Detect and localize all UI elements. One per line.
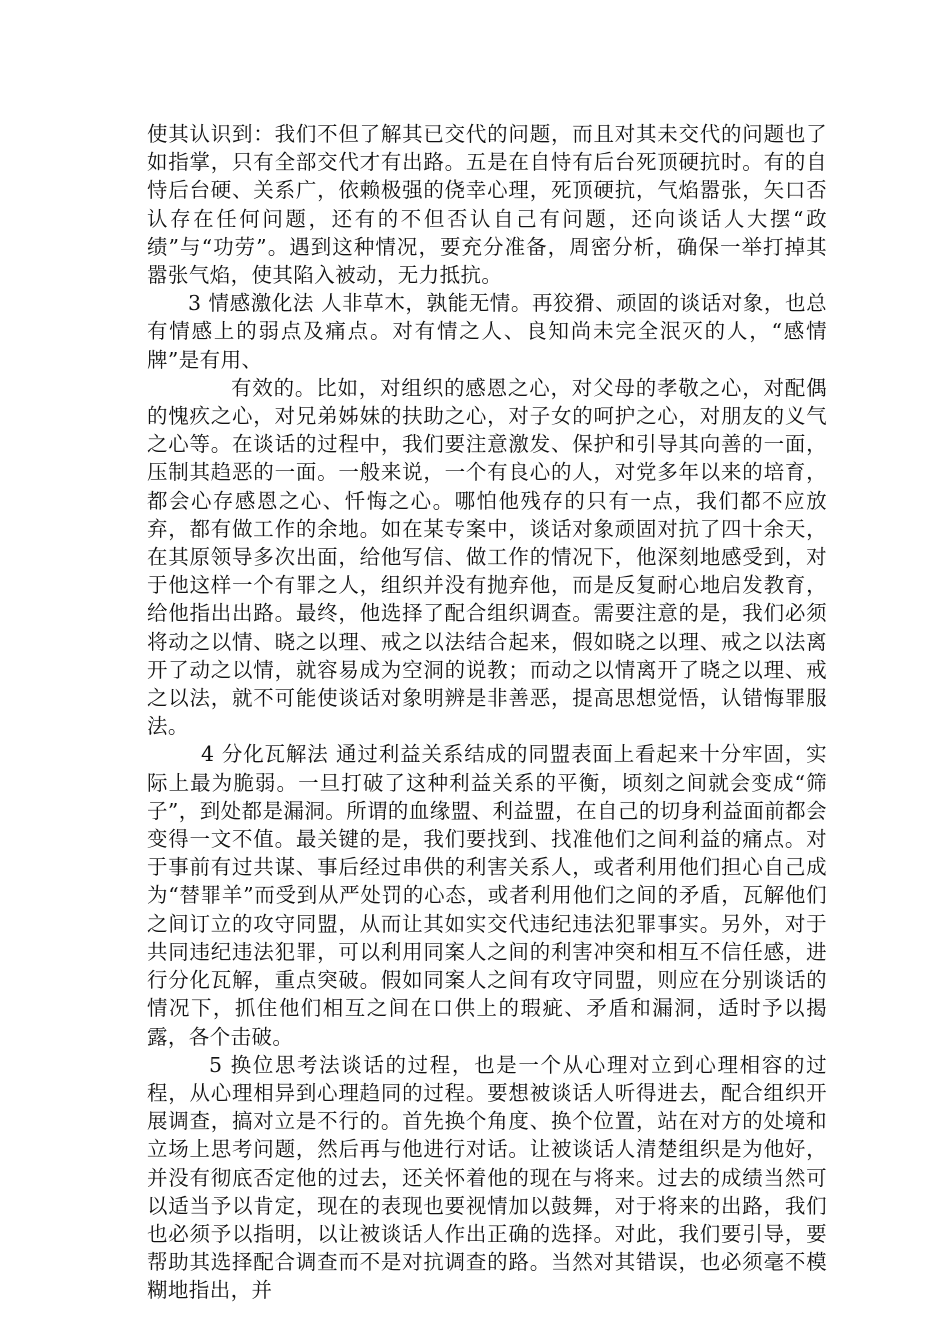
paragraph-perspective-method: 5 换位思考法谈话的过程，也是一个从心理对立到心理相容的过程，从心理相异到心理趋同的过程。要想被谈话人听得进去，配合组织开展调查，搞对立是不行的。首先换个角度、换个位置，站在对方的处境和立场上思考问题，然后再与他进行对话。让被谈话人清楚组织是为他好，并没有彻底否定他的过去，还关怀着他的现在与将来。过去的成绩当然可以适当予以肯定，现在的表现也要视情加以鼓舞，对于将来的出路，我们也必须予以指明，以让被谈话人作出正确的选择。对此，我们要引导，要帮助其选择配合调查而不是对抗调查的路。当然对其错误，也必须毫不模糊地指出，并 (147, 1052, 827, 1303)
paragraph-emotion-method-body: 有效的。比如，对组织的感恩之心，对父母的孝敬之心，对配偶的愧疚之心，对兄弟姊妹的扶助之心，对子女的呵护之心，对朋友的义气之心等。在谈话的过程中，我们要注意激发、保护和引导其向善的一面，压制其趋恶的一面。一般来说，一个有良心的人，对党多年以来的培育，都会心存感恩之心、忏悔之心。哪怕他残存的只有一点，我们都不应放弃，都有做工作的余地。如在某专案中，谈话对象顽固对抗了四十余天，在其原领导多次出面，给他写信、做工作的情况下，他深刻地感受到，对于他这样一个有罪之人，组织并没有抛弃他，而是反复耐心地启发教育，给他指出出路。最终，他选择了配合组织调查。需要注意的是，我们必须将动之以情、晓之以理、戒之以法结合起来，假如晓之以理、戒之以法离开了动之以情，就容易成为空洞的说教；而动之以情离开了晓之以理、戒之以法，就不可能使谈话对象明辨是非善恶，提高思想觉悟，认错悔罪服法。 (147, 375, 827, 739)
paragraph-emotion-method-heading: 3 情感激化法 人非草木，孰能无情。再狡猾、顽固的谈话对象，也总有情感上的弱点及痛点。对有情之人、良知尚未完全泯灭的人，“感情牌”是有用、 (147, 291, 827, 372)
paragraph-divide-method: 4 分化瓦解法 通过利益关系结成的同盟表面上看起来十分牢固，实际上最为脆弱。一旦打破了这种利益关系的平衡，顷刻之间就会变成“筛子”，到处都是漏洞。所谓的血缘盟、利益盟，在自己的切身利益面前都会变得一文不值。最关键的是，我们要找到、找准他们之间利益的痛点。对于事前有过共谋、事后经过串供的利害关系人，或者利用他们担心自己成为“替罪羊”而受到从严处罚的心态，或者利用他们之间的矛盾，瓦解他们之间订立的攻守同盟，从而让其如实交代违纪违法犯罪事实。另外，对于共同违纪违法犯罪，可以利用同案人之间的利害冲突和相互不信任感，进行分化瓦解，重点突破。假如同案人之间有攻守同盟，则应在分别谈话的情况下，抓住他们相互之间在口供上的瑕疵、矛盾和漏洞，适时予以揭露，各个击破。 (147, 742, 827, 1049)
paragraph-pressure-tactics: 使其认识到：我们不但了解其已交代的问题，而且对其未交代的问题也了如指掌，只有全部交代才有出路。五是在自恃有后台死顶硬抗时。有的自恃后台硬、关系广，依赖极强的侥幸心理，死顶硬抗，气焰嚣张，矢口否认存在任何问题，还有的不但否认自己有问题，还向谈话人大摆“政绩”与“功劳”。遇到这种情况，要充分准备，周密分析，确保一举打掉其嚣张气焰，使其陷入被动，无力抵抗。 (147, 122, 827, 288)
document-page (147, 120, 827, 1305)
